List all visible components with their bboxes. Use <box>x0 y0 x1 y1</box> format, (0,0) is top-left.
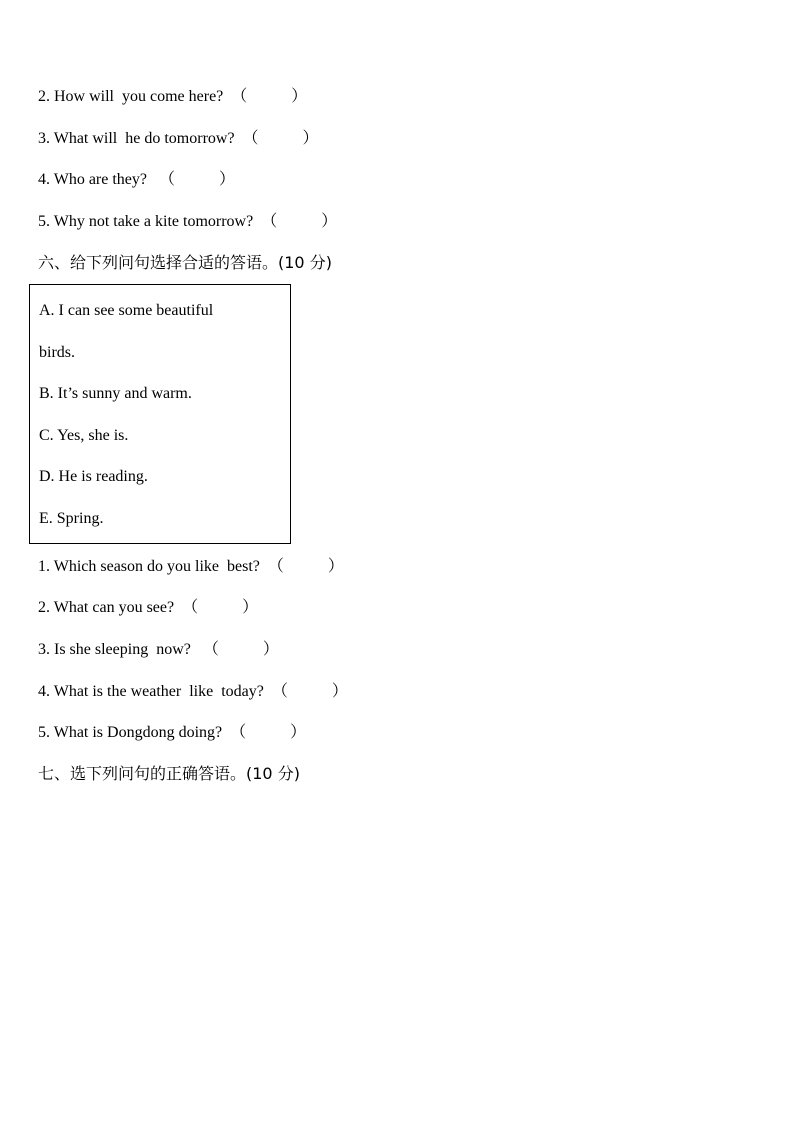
section-6-question-2: 2. What can you see? （ ） <box>38 599 259 616</box>
question-top-5: 5. Why not take a kite tomorrow? （ ） <box>38 213 338 230</box>
question-top-3: 3. What will he do tomorrow? （ ） <box>38 130 319 147</box>
question-top-2: 2. How will you come here? （ ） <box>38 88 308 105</box>
option-a-line-2: birds. <box>39 344 75 361</box>
option-d: D. He is reading. <box>39 468 148 485</box>
option-e: E. Spring. <box>39 510 104 527</box>
section-6-question-1: 1. Which season do you like best? （ ） <box>38 558 344 575</box>
section-6-question-4: 4. What is the weather like today? （ ） <box>38 683 348 700</box>
section-7-heading: 七、选下列问句的正确答语。(10 分) <box>38 764 300 783</box>
option-a-line-1: A. I can see some beautiful <box>39 302 214 319</box>
option-c: C. Yes, she is. <box>39 427 129 444</box>
question-top-4: 4. Who are they? （ ） <box>38 171 235 188</box>
option-b: B. It’s sunny and warm. <box>39 385 192 402</box>
answer-options-box <box>29 284 291 544</box>
section-6-question-3: 3. Is she sleeping now? （ ） <box>38 641 279 658</box>
section-6-heading: 六、给下列问句选择合适的答语。(10 分) <box>38 253 332 272</box>
section-6-question-5: 5. What is Dongdong doing? （ ） <box>38 724 307 741</box>
